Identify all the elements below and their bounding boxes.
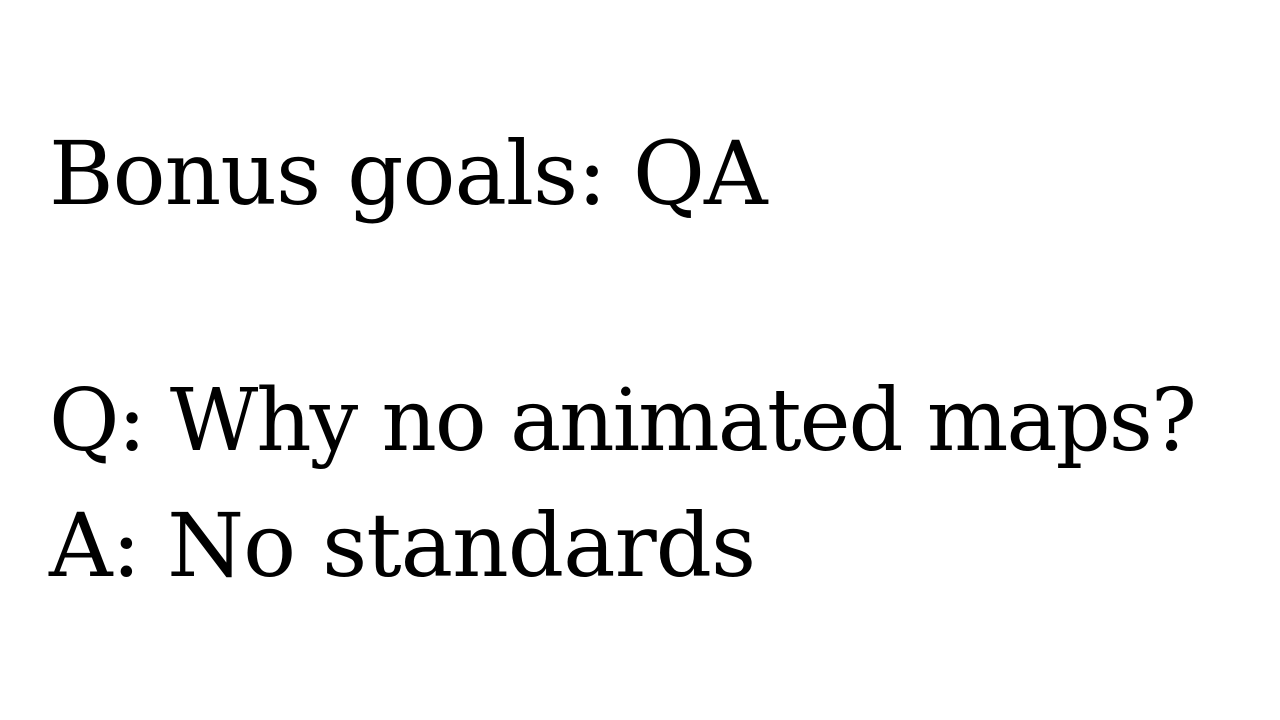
answer-text: A: No standards (49, 494, 756, 597)
slide-title: Bonus goals: QA (49, 122, 767, 225)
question-text: Q: Why no animated maps? (49, 371, 1195, 471)
